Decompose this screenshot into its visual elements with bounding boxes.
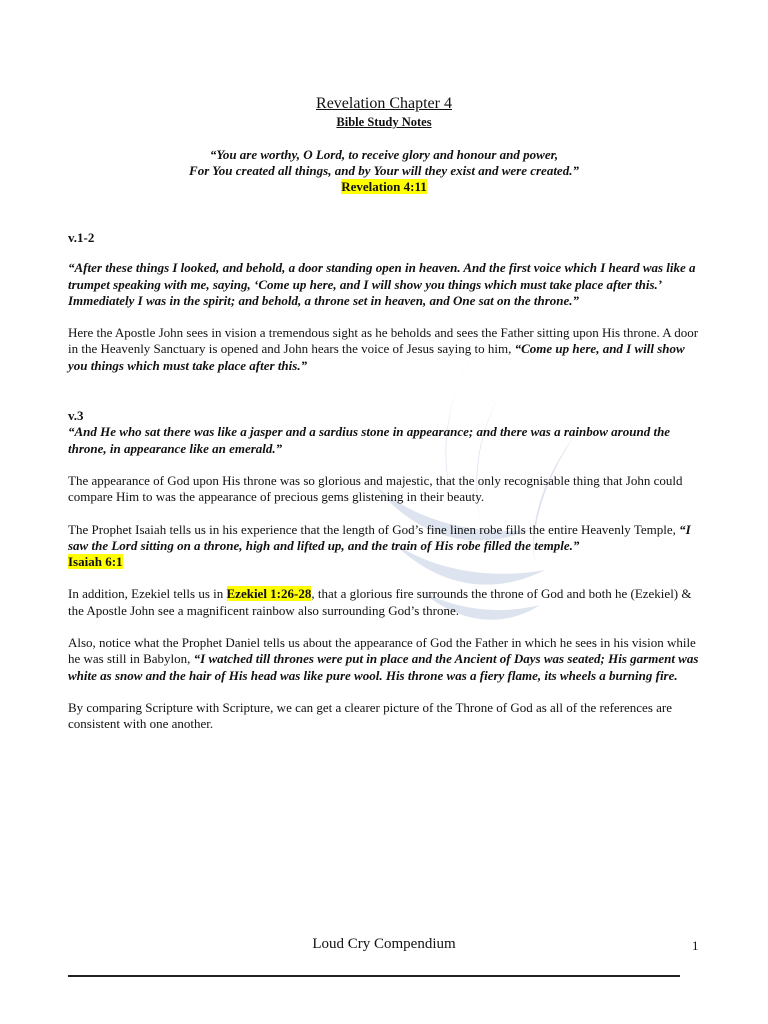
verse-text: “And He who sat there was like a jasper and a sardius stone in appearance; and there was a rainbow around the throne, in appearance like an emerald.”	[68, 424, 671, 456]
page-subtitle: Bible Study Notes	[336, 115, 432, 129]
quote-line-1: “You are worthy, O Lord, to receive glory and honour and power,	[209, 147, 559, 162]
quote-reference: Revelation 4:11	[341, 179, 427, 194]
commentary-paragraph: The appearance of God upon His throne was so glorious and majestic, that the only recognisable thing that John could compare Him to was the appearance of precious gems glistening in their beauty.	[68, 472, 683, 505]
commentary-paragraph	[68, 522, 704, 571]
verse-text: “After these things I looked, and behold, a door standing open in heaven. And the first voice which I heard was like a trumpet speaking with me, saying, ‘Come up here, and I will show you things which must take place after this.’ Immediately I was in the spirit; and behold, a throne set in heaven, and One sat on the throne.”	[68, 260, 696, 308]
footer-title: Loud Cry Compendium	[312, 936, 456, 952]
paragraph-text: The Prophet Isaiah tells us in his experience that the length of God’s fine linen robe fills the entire Heavenly Temple,	[68, 521, 680, 537]
scripture-reference: Isaiah 6:1	[68, 554, 123, 570]
paragraph-text: Also, notice what the Prophet Daniel tells us about the appearance of God the Father in which he sees in his vision while he was still in Babylon,	[68, 635, 696, 667]
page-title: Revelation Chapter 4	[316, 95, 452, 112]
section-heading-v1-2: v.1-2	[68, 230, 95, 245]
inline-quote: “Come up here, and I will show you things which must take place after this.”	[68, 341, 685, 373]
scripture-reference: Ezekiel 1:26-28	[226, 586, 312, 602]
inline-quote: “I watched till thrones were put in place and the Ancient of Days was seated; His garment was white as snow and the hair of His head was like pure wool. His throne was a fiery flame, its wheels a burning fire.	[68, 651, 699, 683]
document-header	[0, 94, 768, 130]
section-heading-v3: v.3	[68, 408, 84, 424]
paragraph-text: In addition, Ezekiel tells us in	[68, 586, 227, 602]
opening-quote	[0, 147, 768, 195]
commentary-paragraph	[68, 325, 704, 374]
document-body	[68, 230, 704, 749]
footer-divider	[68, 975, 680, 977]
paragraph-text: Here the Apostle John sees in vision a tremendous sight as he beholds and sees the Father sitting upon His throne. A door in the Heavenly Sanctuary is opened and John hears the voice of Jesus saying to him,	[68, 325, 699, 357]
commentary-paragraph	[68, 635, 704, 684]
page-number: 1	[692, 938, 699, 953]
paragraph-text: , that a glorious fire surrounds the throne of God and both he (Ezekiel) & the Apostle John see a magnificent rainbow also surrounding God’s throne.	[68, 586, 692, 618]
commentary-paragraph	[68, 586, 704, 619]
quote-line-2: For You created all things, and by Your will they exist and were created.”	[189, 163, 579, 178]
inline-quote: “I saw the Lord sitting on a throne, high and lifted up, and the train of His robe filled the temple.”	[68, 521, 691, 553]
commentary-paragraph: By comparing Scripture with Scripture, we can get a clearer picture of the Throne of God as all of the references are consistent with one another.	[68, 699, 673, 732]
